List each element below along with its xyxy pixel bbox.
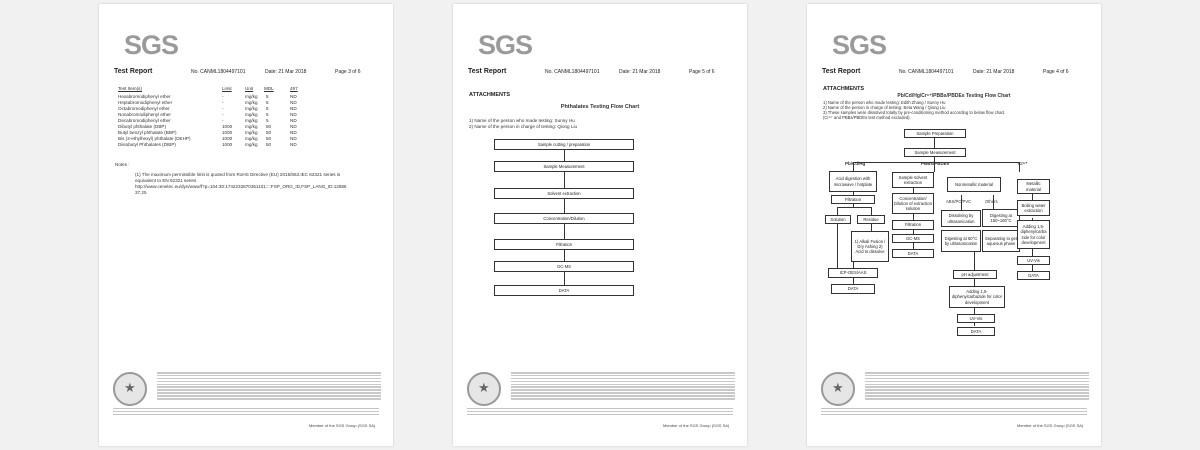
flow-box-data: DATA	[831, 284, 875, 294]
table-cell: mg/kg	[245, 136, 258, 141]
table-cell: mg/kg	[245, 94, 258, 99]
address-lines	[821, 408, 1087, 420]
table-cell-item: Diisobutyl Phthalates (DIBP)	[118, 142, 176, 147]
flow-box-adding-2: Adding 1,5-diphenylcarba zide for color development	[1017, 220, 1050, 249]
member-text: Member of the SGS Group (SGS SA)	[1017, 423, 1084, 428]
table-cell-item: Heptabromodiphenyl ether	[118, 100, 173, 105]
report-number: No. CANML1804497101	[899, 69, 954, 75]
page-number: Page 4 of 6	[1043, 69, 1069, 75]
report-page-5	[453, 4, 747, 446]
tester-name: 1) Name of the person who made testing: Edith Zhang / Sunny Hu	[823, 100, 946, 105]
flow-box-gcms: GC-MS	[892, 234, 934, 243]
flow-box-boiling: Boiling water extraction	[1017, 200, 1050, 216]
sgs-logo: SGS	[124, 30, 179, 60]
flow-box-uvvis: UV-Vis	[957, 314, 995, 323]
flow-box-concentration: Concentration/ Dilution of extraction solution	[892, 193, 934, 214]
flow-box-digesting: Digesting at 150~160°C	[982, 209, 1020, 227]
report-date: Date: 21 Mar 2018	[265, 69, 307, 75]
table-cell-item: Hexabromodiphenyl ether	[118, 94, 171, 99]
address-lines	[467, 408, 733, 420]
flow-box-acid-digestion: Acid digestion with microwave / hotplate	[829, 171, 877, 192]
table-cell: 50	[266, 124, 272, 129]
table-cell: ND	[290, 106, 297, 111]
branch-label-abs: ABS/PC/PVC	[946, 199, 972, 204]
report-page-3	[99, 4, 393, 446]
flow-box-sample-measurement: Sample Measurement	[904, 148, 966, 157]
attachments-heading: ATTACHMENTS	[469, 92, 511, 98]
report-number: No. CANML1804497101	[191, 69, 246, 75]
flow-box-adding: Adding 1,5-diphenylcarbazide for color development	[949, 286, 1005, 308]
table-cell-item: Nonabromodiphenyl ether	[118, 112, 171, 117]
flow-box-solvent-extraction: Sample solvent extraction	[892, 172, 934, 188]
col-header-mdl: MDL	[264, 86, 274, 91]
table-cell: 50	[266, 130, 272, 135]
flow-step: GC-MS	[494, 261, 634, 272]
flow-step: Filtration	[494, 239, 634, 250]
table-cell: 5	[266, 100, 269, 105]
company-seal	[467, 372, 501, 406]
table-cell: ND	[290, 100, 297, 105]
table-cell: 5	[266, 106, 269, 111]
table-cell: -	[222, 118, 224, 123]
table-cell: -	[222, 100, 224, 105]
branch-label-cr6: Cr⁶⁺	[1018, 161, 1028, 166]
flow-box-icp: ICP-OES/AAS	[828, 268, 878, 278]
flow-step: Solvent extraction	[494, 188, 634, 199]
table-cell: 5	[266, 94, 269, 99]
member-text: Member of the SGS Group (SGS SA)	[663, 423, 730, 428]
sgs-logo: SGS	[478, 30, 533, 60]
table-cell: ND	[290, 118, 297, 123]
page-number: Page 5 of 6	[689, 69, 715, 75]
branch-label-others: Others	[985, 199, 998, 204]
table-cell: 50	[266, 136, 272, 141]
report-number: No. CANML1804497101	[545, 69, 600, 75]
report-page-4	[807, 4, 1101, 446]
table-cell: mg/kg	[245, 124, 258, 129]
table-cell: 1000	[222, 142, 233, 147]
flow-step: DATA	[494, 285, 634, 296]
flow-box-ph: pH adjustment	[953, 270, 997, 279]
flow-box-alkali-fusion: 1) Alkali Fusion / Dry Ashing 2) Acid to dissolve	[851, 231, 889, 262]
flow-box-separating: Separating to get aqueous phase	[982, 230, 1020, 252]
table-cell: ND	[290, 142, 297, 147]
flow-step: Sample cutting / preparation	[494, 139, 634, 150]
flow-box-solution: Solution	[825, 215, 851, 224]
table-cell-item: Butyl benzyl phthalate (BBP)	[118, 130, 177, 135]
method-note: (Cr⁶⁺ and PBBs/PBDEs test method excluded).	[823, 115, 911, 120]
flow-step: Sample Measurement	[494, 161, 634, 172]
table-cell: -	[222, 94, 224, 99]
table-cell: mg/kg	[245, 130, 258, 135]
table-cell: mg/kg	[245, 142, 258, 147]
note-link[interactable]: http://www.cenelec.eu/dyn/www/f?p=104:30:1742232870351101::::FSP_ORG_ID,FSP_LANG_ID:12586	[135, 184, 347, 189]
table-cell: -	[222, 112, 224, 117]
address-lines	[113, 408, 379, 420]
page-header	[453, 68, 747, 78]
table-cell: mg/kg	[245, 100, 258, 105]
company-seal	[821, 372, 855, 406]
table-cell: 5	[266, 112, 269, 117]
page-number: Page 3 of 6	[335, 69, 361, 75]
table-cell: mg/kg	[245, 118, 258, 123]
report-title: Test Report	[468, 68, 507, 75]
table-cell: 1000	[222, 130, 233, 135]
flow-box-data: DATA	[1017, 271, 1050, 280]
flow-box-data: DATA	[957, 327, 995, 336]
table-cell: ND	[290, 94, 297, 99]
report-date: Date: 21 Mar 2018	[973, 69, 1015, 75]
flow-box-filtration: Filtration	[831, 195, 875, 204]
flow-box-residue: Residue	[857, 215, 885, 224]
table-cell: ND	[290, 136, 297, 141]
flow-box-dissolving: Dissolving by ultrasonication	[941, 210, 981, 227]
flow-box-filtration: Filtration	[892, 220, 934, 230]
fine-print	[865, 372, 1089, 406]
note-line: equivalent to EN 62321 series	[135, 178, 197, 183]
attachments-heading: ATTACHMENTS	[823, 86, 865, 92]
company-seal	[113, 372, 147, 406]
table-cell: ND	[290, 124, 297, 129]
page-header	[807, 68, 1101, 78]
note-line: 37,25	[135, 190, 147, 195]
branch-label-pbbs-pbdes: PBBs/PBDEs	[921, 161, 950, 166]
sgs-logo: SGS	[832, 30, 887, 60]
flow-box-metallic: Metallic material	[1017, 179, 1050, 194]
member-text: Member of the SGS Group (SGS SA)	[309, 423, 376, 428]
method-note: 3) These samples were dissolved totally by pre-conditioning method according to below flow chart.	[823, 110, 1006, 115]
page-header	[99, 68, 393, 78]
table-cell: mg/kg	[245, 106, 258, 111]
col-header-sample: 497	[290, 86, 298, 91]
note-line: (1) The maximum permissible limit is quoted from RoHS Directive (EU) 2015/863.IEC 62321 series is	[135, 172, 341, 177]
table-cell: 1000	[222, 124, 233, 129]
flow-box-data: DATA	[892, 249, 934, 258]
table-cell: 50	[266, 142, 272, 147]
table-cell: ND	[290, 130, 297, 135]
table-cell: ND	[290, 112, 297, 117]
flow-box-sample-preparation: Sample Preparation	[904, 129, 966, 138]
table-cell: mg/kg	[245, 112, 258, 117]
flowchart-title: Pb/Cd/Hg/Cr⁶⁺/PBBs/PBDEs Testing Flow Chart	[897, 93, 1011, 99]
col-header-item: Test Item(s)	[118, 86, 142, 91]
table-cell-item: Octabromodiphenyl ether	[118, 106, 170, 111]
branch-label-pb-cd-hg: Pb/Cd/Hg	[845, 161, 866, 166]
table-cell: 5	[266, 118, 269, 123]
supervisor-name: 2) Name of the person in charge of testing: Beta Wang / Qiong Liu	[823, 105, 946, 110]
table-cell-item: Dibutyl phthalate (DBP)	[118, 124, 167, 129]
table-cell: -	[222, 106, 224, 111]
flow-box-nonmetallic: Nonmetallic material	[947, 177, 1001, 192]
flowchart-title: Phthalates Testing Flow Chart	[560, 104, 640, 110]
table-cell-item: Decabromodiphenyl ether	[118, 118, 171, 123]
report-date: Date: 21 Mar 2018	[619, 69, 661, 75]
flow-box-digesting-60: Digesting at 60°C by ultrasonication	[941, 230, 981, 252]
report-title: Test Report	[822, 68, 861, 75]
table-cell: 1000	[222, 136, 233, 141]
fine-print	[511, 372, 735, 406]
col-header-unit: Unit	[245, 86, 254, 91]
notes-label: Notes :	[115, 162, 130, 167]
tester-name: 1) Name of the person who made testing: Sunny Hu	[469, 118, 575, 123]
fine-print	[157, 372, 381, 406]
table-cell-item: Bis (2-ethylhexyl) phthalate (DEHP)	[118, 136, 191, 141]
flow-step: Concentration/Dilution	[494, 213, 634, 224]
flow-box-uvvis-2: UV-Vis	[1017, 256, 1050, 265]
col-header-limit: Limit	[222, 86, 232, 91]
supervisor-name: 2) Name of the person in charge of testing: Qiong Liu	[469, 124, 578, 129]
report-title: Test Report	[114, 68, 153, 75]
